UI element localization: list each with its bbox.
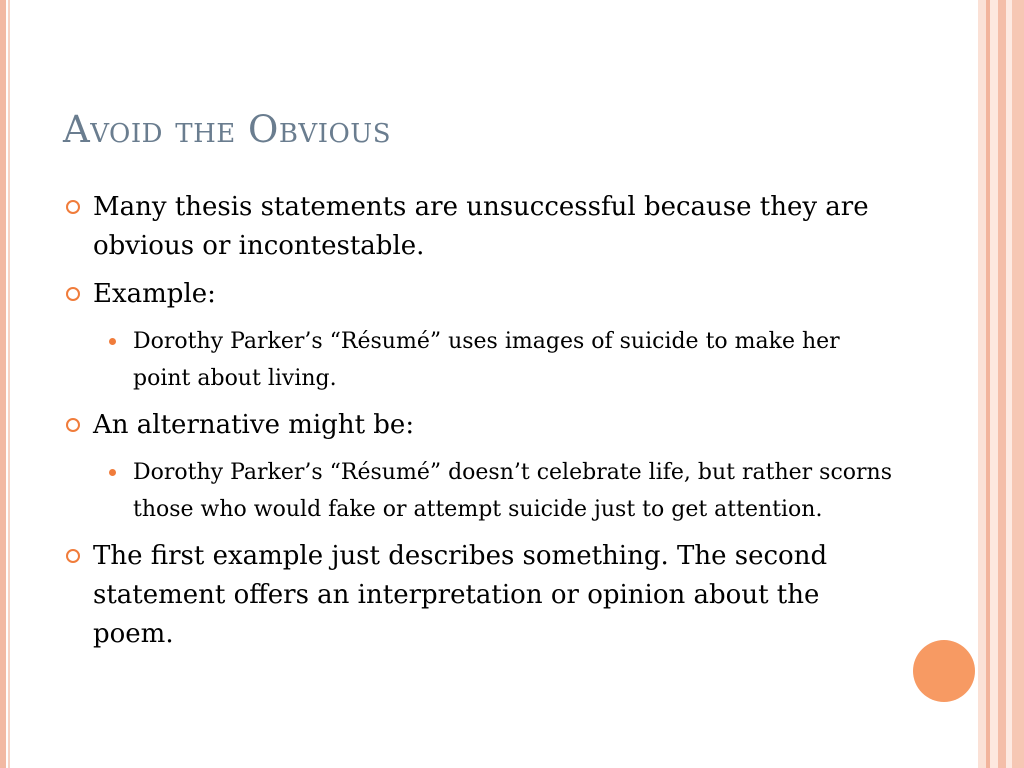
bullet-level-1 xyxy=(63,406,893,445)
bullet-level-1 xyxy=(63,537,893,654)
bullet-text: Many thesis statements are unsuccessful because they are obvious or incontestable. xyxy=(93,192,869,261)
stripe xyxy=(990,0,998,768)
bullet-text: The first example just describes something. The second statement offers an interpretation or opinion about the poem. xyxy=(93,541,828,649)
left-border-stripe xyxy=(0,0,6,768)
stripe xyxy=(998,0,1006,768)
dot-bullet-icon xyxy=(109,338,116,345)
bullet-level-2 xyxy=(63,454,893,528)
decorative-circle-icon xyxy=(913,640,975,702)
right-decorative-stripes xyxy=(978,0,1024,768)
bullet-text: An alternative might be: xyxy=(93,410,415,440)
bullet-text: Example: xyxy=(93,279,216,309)
stripe xyxy=(978,0,986,768)
bullet-text: Dorothy Parker’s “Résumé” uses images of suicide to make her point about living. xyxy=(133,329,840,391)
bullet-level-2 xyxy=(63,323,893,397)
circle-bullet-icon xyxy=(66,287,80,301)
circle-bullet-icon xyxy=(66,418,80,432)
circle-bullet-icon xyxy=(66,200,80,214)
circle-bullet-icon xyxy=(66,549,80,563)
slide-body xyxy=(63,188,893,663)
dot-bullet-icon xyxy=(109,469,116,476)
bullet-level-1 xyxy=(63,188,893,266)
stripe xyxy=(1012,0,1024,768)
bullet-level-1 xyxy=(63,275,893,314)
left-border-stripe-inner xyxy=(8,0,10,768)
slide-title: Avoid the Obvious xyxy=(63,108,392,151)
bullet-text: Dorothy Parker’s “Résumé” doesn’t celebrate life, but rather scorns those who would fake or attempt suicide just to get attention. xyxy=(133,460,892,522)
